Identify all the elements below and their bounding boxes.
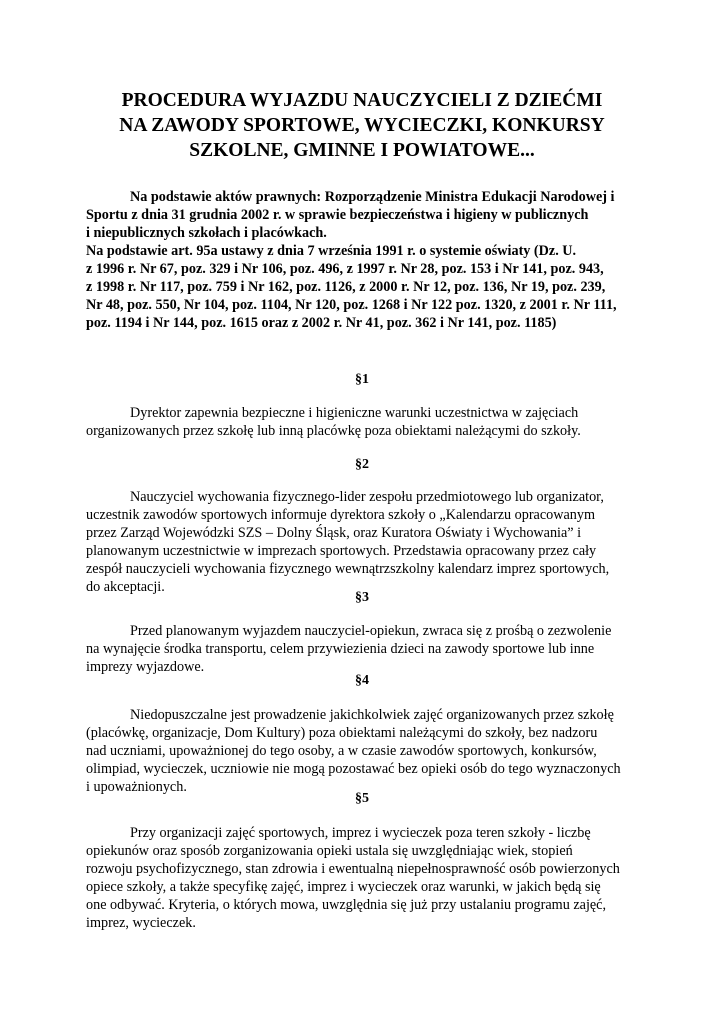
paragraph-line: i upoważnionych.: [86, 779, 187, 795]
legal-line: poz. 1194 i Nr 144, poz. 1615 oraz z 2002 r. Nr 41, poz. 362 i Nr 141, poz. 1185): [86, 315, 557, 331]
paragraph-line: olimpiad, wycieczek, uczniowie nie mogą pozostawać bez opieki osób do tego wyznaczonych: [86, 761, 621, 777]
section-3-text: [86, 622, 666, 676]
title-line: PROCEDURA WYJAZDU NAUCZYCIELI Z DZIEĆMI: [121, 90, 603, 111]
paragraph-line: rozwoju psychofizycznego, stan zdrowia i ewentualną niepełnosprawność osób powierzonych: [86, 861, 620, 877]
legal-line: i niepublicznych szkołach i placówkach.: [86, 225, 327, 241]
title-line: NA ZAWODY SPORTOWE, WYCIECZKI, KONKURSY: [119, 115, 605, 136]
paragraph-line: nad uczniami, upoważnionej do tego osoby, a w czasie zawodów sportowych, konkursów,: [86, 743, 597, 759]
section-mark-4: §4: [355, 673, 369, 688]
paragraph-line: opiekunów oraz sposób zorganizowania opieki ustala się uwzględniając wiek, stopień: [86, 843, 573, 859]
paragraph-line: Przy organizacji zajęć sportowych, imprez i wycieczek poza teren szkoły - liczbę: [130, 825, 591, 841]
section-1-text: [86, 404, 666, 440]
paragraph-line: (placówkę, organizacje, Dom Kultury) poza obiektami należącymi do szkoły, bez nadzoru: [86, 725, 598, 741]
paragraph-line: organizowanych przez szkołę lub inną placówkę poza obiektami należącymi do szkoły.: [86, 423, 581, 439]
paragraph-line: uczestnik zawodów sportowych informuje dyrektora szkoły o „Kalendarzu opracowanym: [86, 507, 596, 523]
legal-line: z 1998 r. Nr 117, poz. 759 i Nr 162, poz. 1126, z 2000 r. Nr 12, poz. 136, Nr 19, poz. 239,: [86, 279, 606, 295]
paragraph-line: Przed planowanym wyjazdem nauczyciel-opiekun, zwraca się z prośbą o zezwolenie: [130, 623, 612, 639]
paragraph-line: opiece szkoły, a także specyfikę zajęć, imprez i wycieczek oraz warunki, w jakich będą się: [86, 879, 601, 895]
document-title: [60, 88, 664, 163]
legal-line: Na podstawie art. 95a ustawy z dnia 7 września 1991 r. o systemie oświaty (Dz. U.: [86, 243, 577, 259]
paragraph-line: planowanym uczestnictwie w imprezach sportowych. Przedstawia opracowany przez cały: [86, 543, 597, 559]
section-mark-1: §1: [355, 372, 369, 387]
paragraph-line: Dyrektor zapewnia bezpieczne i higieniczne warunki uczestnictwa w zajęciach: [130, 405, 579, 421]
paragraph-line: imprez, wycieczek.: [86, 915, 196, 931]
paragraph-line: Niedopuszczalne jest prowadzenie jakichkolwiek zajęć organizowanych przez szkołę: [130, 707, 614, 723]
section-mark-5: §5: [355, 791, 369, 806]
legal-line: Nr 48, poz. 550, Nr 104, poz. 1104, Nr 120, poz. 1268 i Nr 122 poz. 1320, z 2001 r. Nr 111,: [86, 297, 617, 313]
section-4-text: [86, 706, 666, 796]
paragraph-line: na wynajęcie środka transportu, celem przywiezienia dzieci na zawody sportowe lub inne: [86, 641, 595, 657]
legal-line: Sportu z dnia 31 grudnia 2002 r. w sprawie bezpieczeństwa i higieny w publicznych: [86, 207, 589, 223]
section-2-text: [86, 488, 666, 596]
paragraph-line: one odbywać. Kryteria, o których mowa, uwzględnia się już przy ustalaniu programu zajęć,: [86, 897, 607, 913]
paragraph-line: przez Zarząd Wojewódzki SZS – Dolny Śląsk, oraz Kuratora Oświaty i Wychowania” i: [86, 525, 582, 541]
paragraph-line: imprezy wyjazdowe.: [86, 659, 205, 675]
paragraph-line: do akceptacji.: [86, 579, 165, 595]
legal-basis: [86, 188, 666, 332]
section-mark-3: §3: [355, 590, 369, 605]
paragraph-line: Nauczyciel wychowania fizycznego-lider zespołu przedmiotowego lub organizator,: [130, 489, 604, 505]
legal-line: z 1996 r. Nr 67, poz. 329 i Nr 106, poz. 496, z 1997 r. Nr 28, poz. 153 i Nr 141, poz. 943,: [86, 261, 604, 277]
title-line: SZKOLNE, GMINNE I POWIATOWE...: [189, 140, 535, 161]
section-mark-2: §2: [355, 457, 369, 472]
section-5-text: [86, 824, 666, 932]
legal-line: Na podstawie aktów prawnych: Rozporządzenie Ministra Edukacji Narodowej i: [130, 189, 615, 205]
paragraph-line: zespół nauczycieli wychowania fizycznego wewnątrzszkolny kalendarz imprez sportowych,: [86, 561, 610, 577]
